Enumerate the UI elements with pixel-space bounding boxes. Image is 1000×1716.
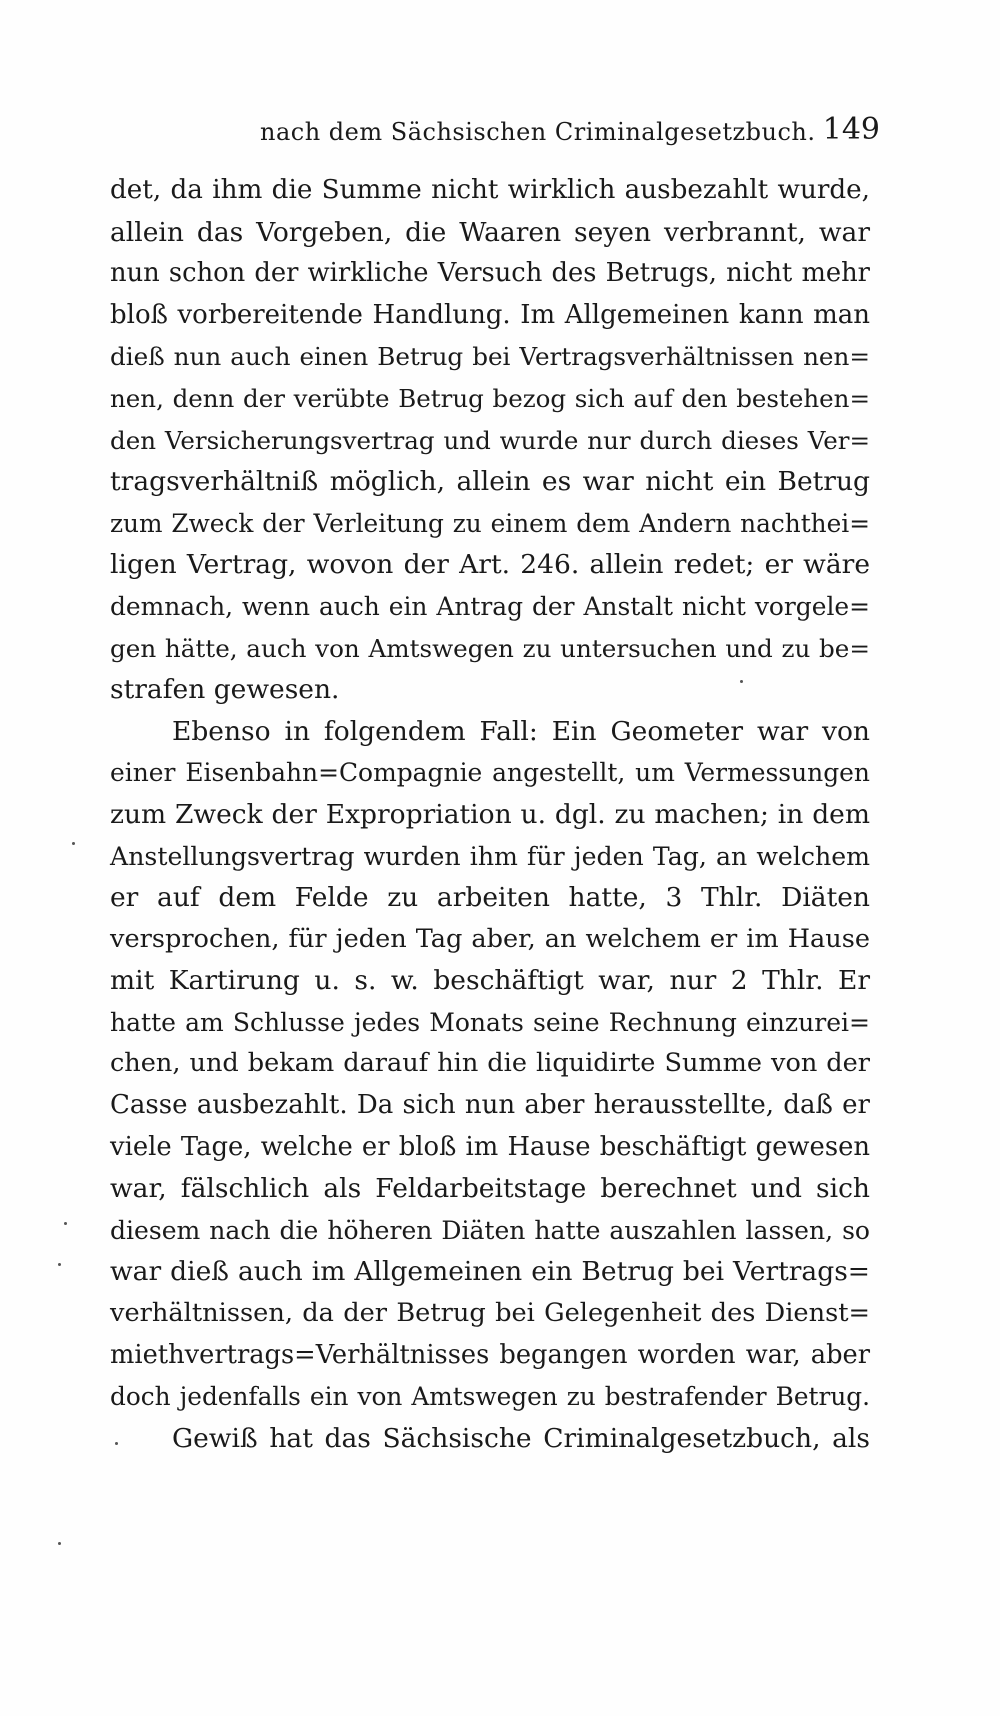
page-number: 149 <box>822 112 880 147</box>
scan-speck <box>64 1222 67 1225</box>
text-line: zum Zweck der Expropriation u. dgl. zu machen; in dem <box>110 798 870 830</box>
text-line: gen hätte, auch von Amtswegen zu untersuchen und zu be= <box>110 633 870 663</box>
text-line: den Versicherungsvertrag und wurde nur durch dieses Ver= <box>110 425 870 455</box>
text-line: zum Zweck der Verleitung zu einem dem Andern nachthei= <box>110 508 870 538</box>
text-line: viele Tage, welche er bloß im Hause beschäftigt gewesen <box>110 1131 870 1162</box>
scan-speck <box>58 1542 61 1545</box>
scan-speck <box>115 1442 118 1445</box>
text-line: nen, denn der verübte Betrug bezog sich auf den bestehen= <box>110 383 870 413</box>
text-line: allein das Vorgeben, die Waaren seyen verbrannt, war <box>110 216 870 248</box>
text-line: Anstellungsvertrag wurden ihm für jeden Tag, an welchem <box>110 841 870 871</box>
text-line: dieß nun auch einen Betrug bei Vertragsverhältnissen nen= <box>110 342 870 372</box>
text-line: demnach, wenn auch ein Antrag der Anstalt nicht vorgele= <box>110 591 870 621</box>
text-line: chen, und bekam darauf hin die liquidirte Summe von der <box>110 1048 870 1079</box>
text-line: war dieß auch im Allgemeinen ein Betrug bei Vertrags= <box>110 1256 870 1288</box>
text-line: det, da ihm die Summe nicht wirklich ausbezahlt wurde, <box>110 175 870 205</box>
text-line: bloß vorbereitende Handlung. Im Allgemeinen kann man <box>110 299 870 330</box>
text-line: ligen Vertrag, wovon der Art. 246. allein redet; er wäre <box>110 549 870 581</box>
body-text <box>110 170 870 1459</box>
text-line: Casse ausbezahlt. Da sich nun aber herausstellte, daß er <box>110 1090 870 1121</box>
text-line: war, fälschlich als Feldarbeitstage berechnet und sich <box>110 1173 870 1205</box>
scan-speck <box>72 842 75 845</box>
text-line: versprochen, für jeden Tag aber, an welchem er im Hause <box>110 923 870 954</box>
text-line: strafen gewesen. <box>110 674 340 706</box>
text-line: tragsverhältniß möglich, allein es war nicht ein Betrug <box>110 466 870 498</box>
text-line: Gewiß hat das Sächsische Criminalgesetzbuch, als <box>172 1422 870 1454</box>
text-line: verhältnissen, da der Betrug bei Gelegenheit des Dienst= <box>110 1298 870 1329</box>
text-line: mit Kartirung u. s. w. beschäftigt war, nur 2 Thlr. Er <box>110 965 870 997</box>
text-line: Ebenso in folgendem Fall: Ein Geometer war von <box>172 715 870 747</box>
scan-speck <box>740 680 743 683</box>
text-line: doch jedenfalls ein von Amtswegen zu bestrafender Betrug. <box>110 1382 870 1412</box>
running-head <box>110 112 880 158</box>
text-line: diesem nach die höheren Diäten hatte auszahlen lassen, so <box>110 1215 870 1245</box>
text-line: miethvertrags=Verhältnisses begangen worden war, aber <box>110 1339 870 1370</box>
scan-speck <box>58 1263 61 1266</box>
text-line: einer Eisenbahn=Compagnie angestellt, um Vermessungen <box>110 758 870 788</box>
text-line: hatte am Schlusse jedes Monats seine Rechnung einzurei= <box>110 1007 870 1037</box>
text-line: nun schon der wirkliche Versuch des Betrugs, nicht mehr <box>110 258 870 289</box>
text-line: er auf dem Felde zu arbeiten hatte, 3 Thlr. Diäten <box>110 882 870 914</box>
running-title: nach dem Sächsischen Criminalgesetzbuch. <box>260 118 816 146</box>
